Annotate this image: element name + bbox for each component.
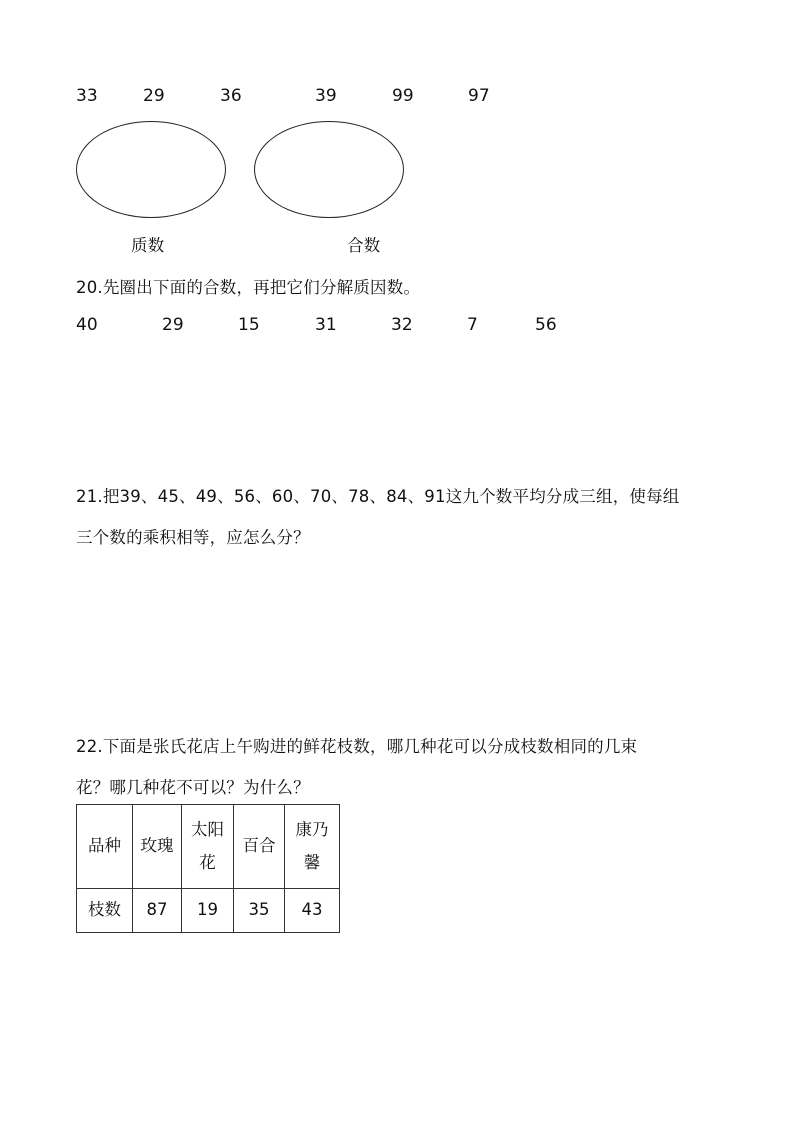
question-21-line1: 21.把39、45、49、56、60、70、78、84、91这九个数平均分成三组，使每组 bbox=[76, 487, 680, 506]
table-header-cell: 品种 bbox=[77, 805, 133, 889]
q19-number: 39 bbox=[315, 86, 337, 106]
question-22-line1: 22.下面是张氏花店上午购进的鲜花枝数，哪几种花可以分成枝数相同的几束 bbox=[76, 737, 638, 756]
q20-number: 56 bbox=[535, 315, 557, 335]
table-header-cell: 枝数 bbox=[77, 889, 133, 933]
q20-number: 29 bbox=[162, 315, 184, 335]
q19-number: 97 bbox=[468, 86, 490, 106]
question-21-line2: 三个数的乘积相等，应怎么分？ bbox=[76, 528, 310, 547]
q20-number: 31 bbox=[315, 315, 337, 335]
composite-label: 合数 bbox=[347, 236, 381, 255]
question-22-line2: 花？哪几种花不可以？为什么？ bbox=[76, 778, 310, 797]
q20-number: 15 bbox=[238, 315, 260, 335]
q19-number: 29 bbox=[143, 86, 165, 106]
table-row bbox=[77, 805, 340, 889]
prime-ellipse bbox=[76, 121, 226, 218]
table-cell: 35 bbox=[234, 889, 285, 933]
composite-ellipse bbox=[254, 121, 404, 218]
table-cell: 19 bbox=[182, 889, 234, 933]
q19-number: 99 bbox=[392, 86, 414, 106]
table-cell: 康乃 馨 bbox=[285, 805, 340, 889]
table-cell: 玫瑰 bbox=[133, 805, 182, 889]
q20-number: 40 bbox=[76, 315, 98, 335]
prime-label: 质数 bbox=[131, 236, 165, 255]
q19-number: 36 bbox=[220, 86, 242, 106]
table-row bbox=[77, 889, 340, 933]
question-20: 20.先圈出下面的合数，再把它们分解质因数。 bbox=[76, 278, 421, 297]
flower-table bbox=[76, 804, 340, 933]
table-cell: 太阳 花 bbox=[182, 805, 234, 889]
q20-number: 32 bbox=[391, 315, 413, 335]
table-cell: 43 bbox=[285, 889, 340, 933]
table-cell: 百合 bbox=[234, 805, 285, 889]
table-cell: 87 bbox=[133, 889, 182, 933]
q20-number: 7 bbox=[467, 315, 478, 335]
q19-number: 33 bbox=[76, 86, 98, 106]
